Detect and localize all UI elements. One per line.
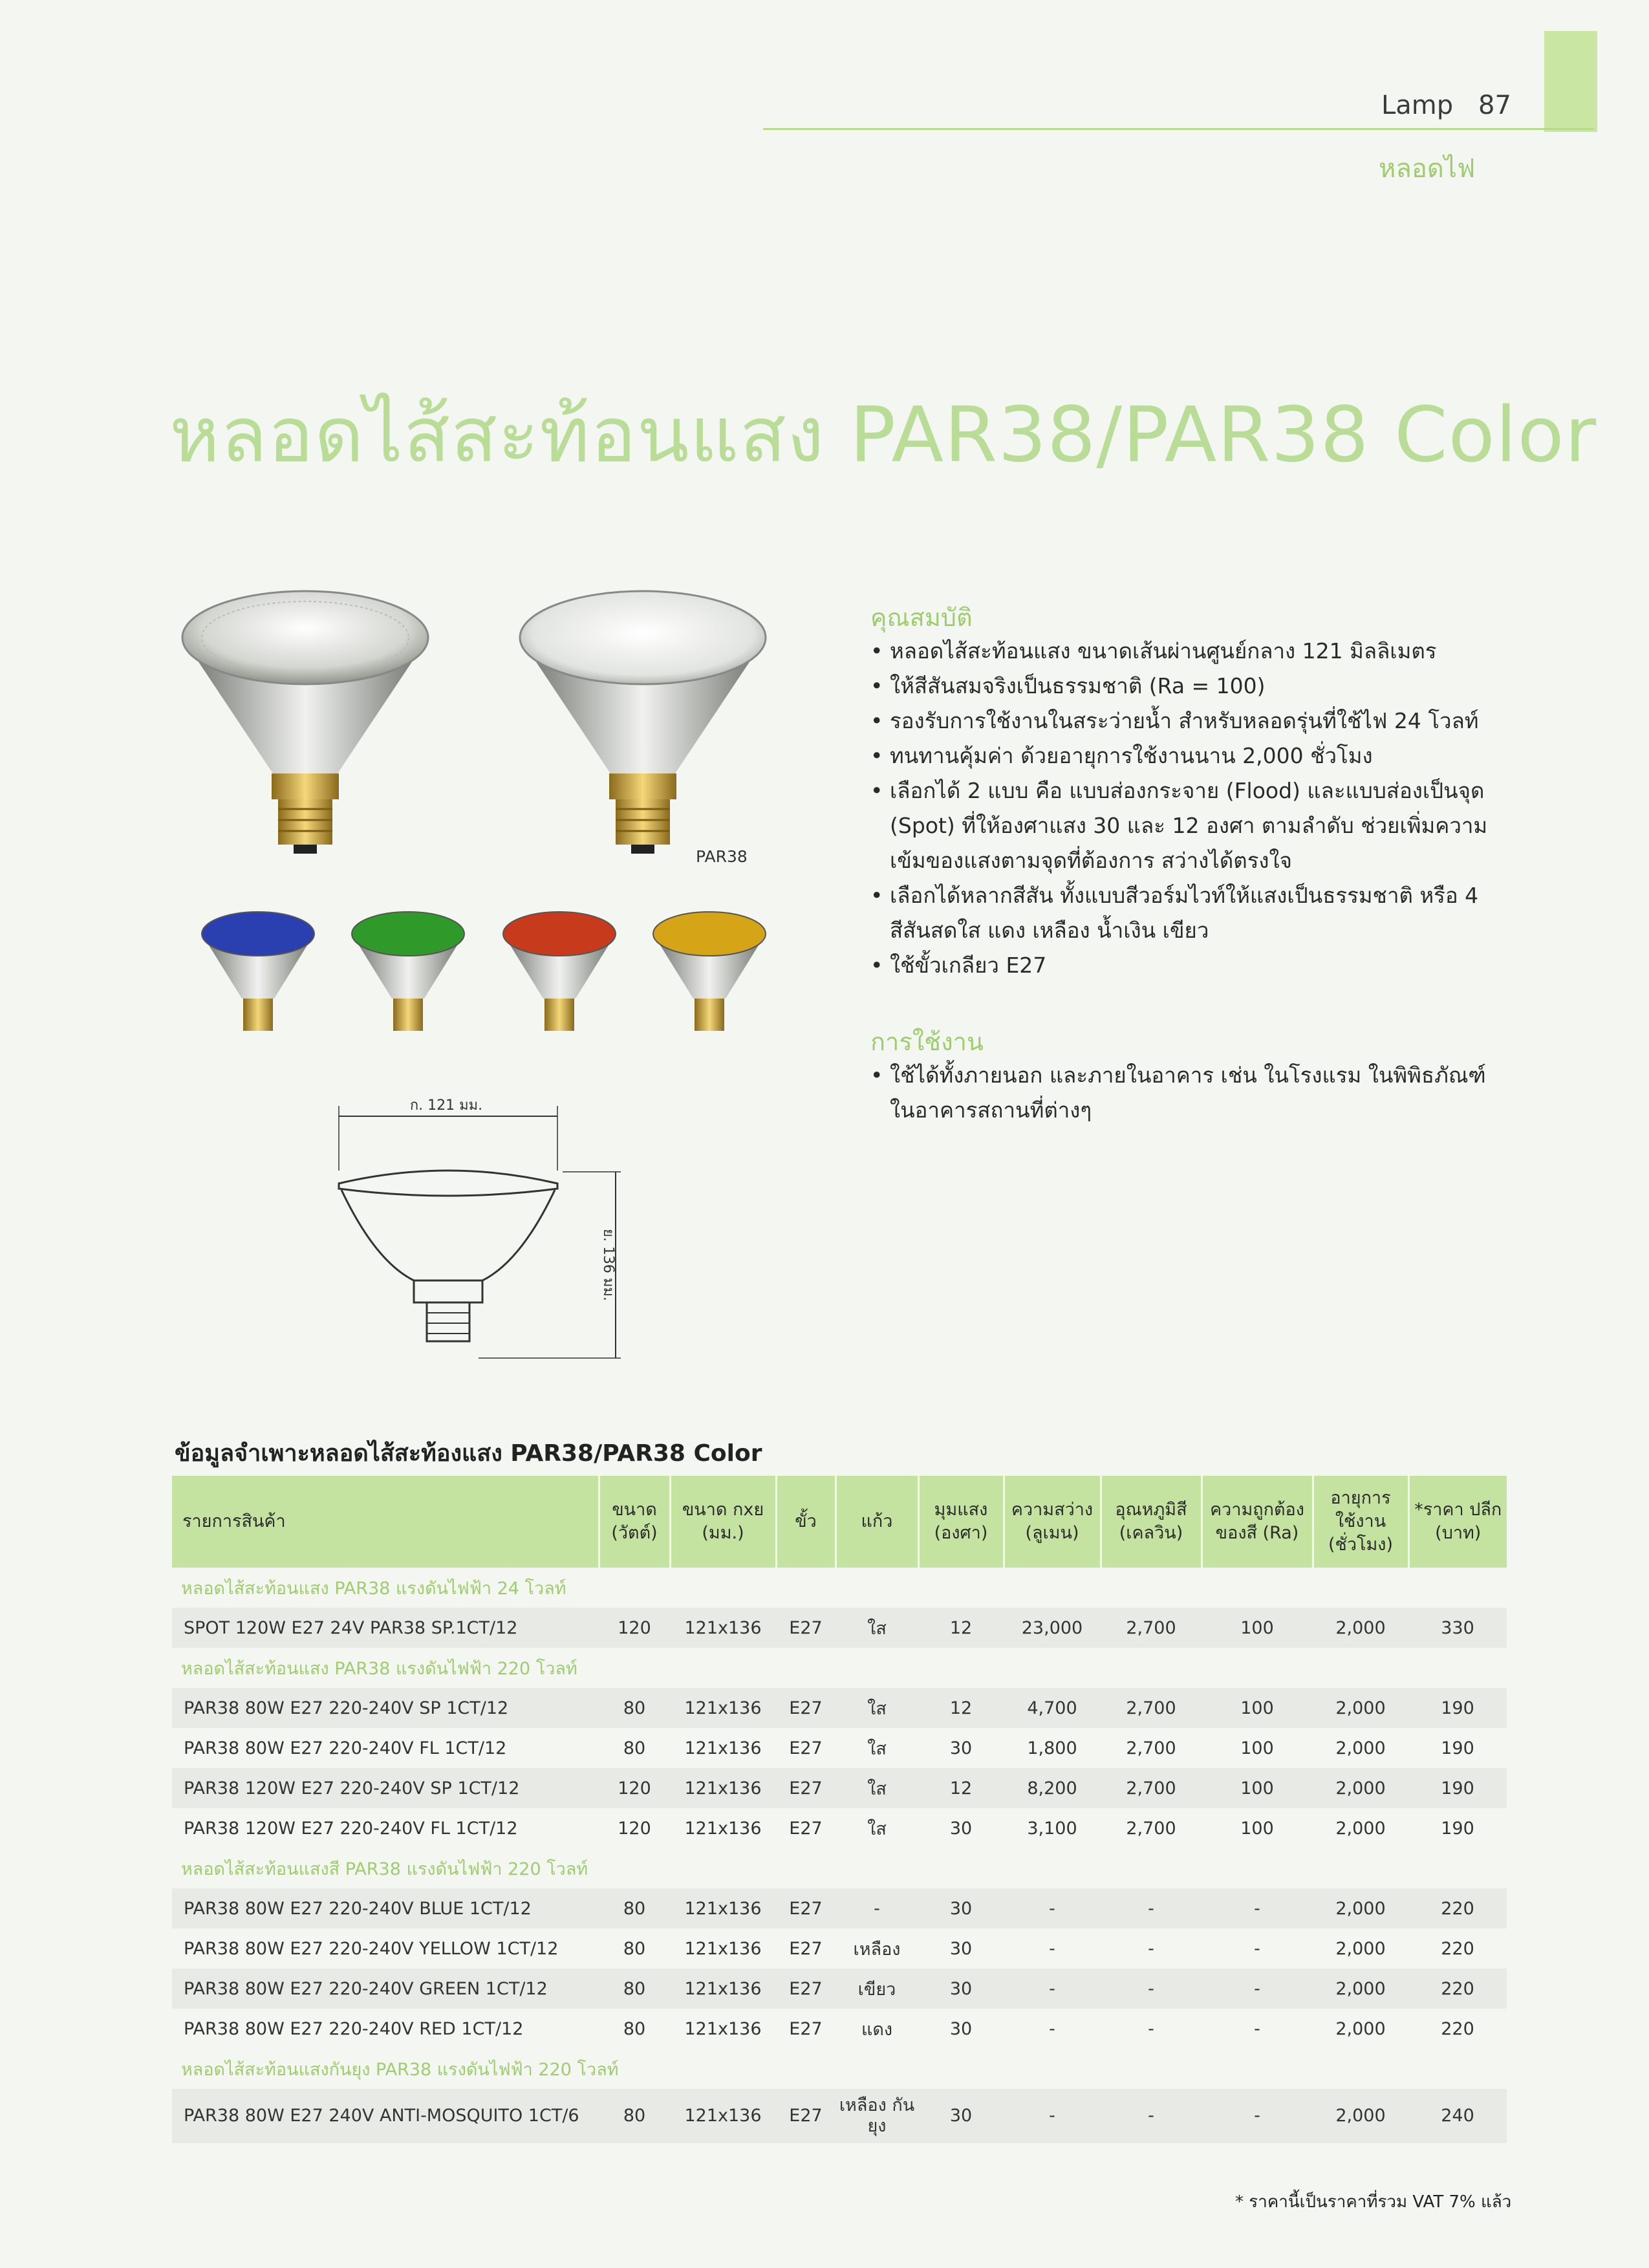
property-item: • ทนทานคุ้มค่า ด้วยอายุการใช้งานนาน 2,000 ชั่วโมง [870, 739, 1517, 773]
header-base: ขั้ว [776, 1476, 835, 1568]
table-cell: 2,000 [1313, 2009, 1408, 2049]
header-glass: แก้ว [835, 1476, 918, 1568]
table-cell: 30 [918, 1728, 1004, 1768]
header-beam-angle: มุมแสง (องศา) [918, 1476, 1004, 1568]
table-cell: - [1202, 1969, 1313, 2009]
table-cell: E27 [776, 1969, 835, 2009]
price-note: * ราคานี้เป็นราคาที่รวม VAT 7% แล้ว [1235, 2192, 1512, 2212]
group-label: หลอดไส้สะท้อนแสงกันยุง PAR38 แรงดันไฟฟ้า 220 โวลท์ [181, 2059, 619, 2080]
table-cell: 100 [1202, 1808, 1313, 1848]
table-cell: - [1202, 1928, 1313, 1969]
table-cell: เหลือง [835, 1928, 918, 1969]
table-cell: 12 [918, 1688, 1004, 1728]
product-name-cell: PAR38 120W E27 220-240V FL 1CT/12 [172, 1808, 599, 1848]
table-cell: 121x136 [670, 1808, 776, 1848]
property-item: • เลือกได้หลากสีสัน ทั้งแบบสีวอร์มไวท์ให้แสงเป็นธรรมชาติ หรือ 4 สีสันสดใส แดง เหลือง น้ำเงิน เขียว [870, 878, 1517, 948]
header-watt: ขนาด (วัตต์) [599, 1476, 670, 1568]
table-cell: 4,700 [1004, 1688, 1101, 1728]
par38-flood-lamp-image [513, 586, 772, 858]
table-cell: - [1101, 1888, 1202, 1928]
table-cell: 100 [1202, 1688, 1313, 1728]
table-cell: 240 [1408, 2089, 1507, 2143]
table-cell: 2,000 [1313, 1969, 1408, 2009]
table-cell: 121x136 [670, 1888, 776, 1928]
property-item: • ใช้ขั้วเกลียว E27 [870, 948, 1517, 983]
table-row [172, 1688, 1507, 1728]
group-label: หลอดไส้สะท้อนแสง PAR38 แรงดันไฟฟ้า 24 โวลท์ [181, 1578, 566, 1599]
spec-table-title: ข้อมูลจำเพาะหลอดไส้สะท้องแสง PAR38/PAR38 Color [175, 1440, 762, 1467]
table-cell: 80 [599, 1688, 670, 1728]
table-cell: E27 [776, 1728, 835, 1768]
table-cell: 2,000 [1313, 1808, 1408, 1848]
properties-list [870, 634, 1517, 983]
table-header-row [172, 1476, 1507, 1568]
table-cell: 80 [599, 2089, 670, 2143]
table-cell: 1,800 [1004, 1728, 1101, 1768]
table-cell: 121x136 [670, 2009, 776, 2049]
table-cell: 100 [1202, 1608, 1313, 1648]
table-cell: 220 [1408, 1928, 1507, 1969]
table-cell: 220 [1408, 1888, 1507, 1928]
green-lamp-image [348, 908, 468, 1037]
table-cell: 120 [599, 1608, 670, 1648]
header-price: *ราคา ปลีก (บาท) [1408, 1476, 1507, 1568]
table-row [172, 1888, 1507, 1928]
table-cell: 12 [918, 1768, 1004, 1808]
table-row [172, 1808, 1507, 1848]
page-side-tab [1544, 31, 1597, 132]
table-cell: 80 [599, 2009, 670, 2049]
table-cell: 2,700 [1101, 1688, 1202, 1728]
table-cell: 2,700 [1101, 1768, 1202, 1808]
table-cell: 121x136 [670, 1928, 776, 1969]
table-cell: E27 [776, 1688, 835, 1728]
table-cell: 80 [599, 1928, 670, 1969]
usage-list [870, 1058, 1517, 1128]
table-row [172, 1928, 1507, 1969]
table-cell: 190 [1408, 1808, 1507, 1848]
width-dimension-label: ก. 121 มม. [409, 1097, 483, 1114]
table-cell: 2,000 [1313, 1608, 1408, 1648]
group-label: หลอดไส้สะท้อนแสงสี PAR38 แรงดันไฟฟ้า 220 โวลท์ [181, 1859, 588, 1879]
table-cell: 2,700 [1101, 1808, 1202, 1848]
table-cell: - [1202, 1888, 1313, 1928]
table-cell: 220 [1408, 2009, 1507, 2049]
table-cell: 121x136 [670, 1608, 776, 1648]
spec-table-body [172, 1568, 1507, 2143]
table-cell: - [1202, 2089, 1313, 2143]
table-cell: 80 [599, 1969, 670, 2009]
header-color-temp: อุณหภูมิสี (เคลวิน) [1101, 1476, 1202, 1568]
table-cell: เขียว [835, 1969, 918, 2009]
product-name-cell: PAR38 120W E27 220-240V SP 1CT/12 [172, 1768, 599, 1808]
table-cell: E27 [776, 1768, 835, 1808]
table-cell: ใส [835, 1728, 918, 1768]
product-name-cell: PAR38 80W E27 220-240V YELLOW 1CT/12 [172, 1928, 599, 1969]
table-cell: - [1004, 1928, 1101, 1969]
header-section-label: Lamp [1381, 91, 1454, 120]
table-cell: 2,700 [1101, 1608, 1202, 1648]
table-group-row [172, 1648, 1507, 1688]
table-cell: 30 [918, 1888, 1004, 1928]
table-cell: 80 [599, 1888, 670, 1928]
height-dimension-label: ย. 136 มม. [600, 1229, 616, 1301]
page-number: 87 [1478, 91, 1511, 120]
spec-table [172, 1476, 1507, 2143]
table-cell: 2,700 [1101, 1728, 1202, 1768]
table-cell: E27 [776, 2089, 835, 2143]
property-item: • รองรับการใช้งานในสระว่ายน้ำ สำหรับหลอดรุ่นที่ใช้ไฟ 24 โวลท์ [870, 704, 1517, 739]
table-cell: แดง [835, 2009, 918, 2049]
table-cell: 80 [599, 1728, 670, 1768]
table-cell: 2,000 [1313, 1728, 1408, 1768]
table-group-row [172, 1848, 1507, 1888]
product-name-cell: PAR38 80W E27 220-240V SP 1CT/12 [172, 1688, 599, 1728]
property-item: • เลือกได้ 2 แบบ คือ แบบส่องกระจาย (Flood) และแบบส่องเป็นจุด (Spot) ที่ให้องศาแสง 30 และ 12 องศา ตามลำดับ ช่วยเพิ่มความเข้มของแสงตามจุดที่ต้องการ สว่างได้ตรงใจ [870, 773, 1517, 878]
table-cell: 190 [1408, 1688, 1507, 1728]
usage-item: • ใช้ได้ทั้งภายนอก และภายในอาคาร เช่น ในโรงแรม ในพิพิธภัณฑ์ ในอาคารสถานที่ต่างๆ [870, 1058, 1517, 1128]
table-cell: 190 [1408, 1728, 1507, 1768]
table-cell: 2,000 [1313, 1928, 1408, 1969]
table-cell: 3,100 [1004, 1808, 1101, 1848]
table-row [172, 1608, 1507, 1648]
table-group-row [172, 2049, 1507, 2089]
table-cell: 8,200 [1004, 1768, 1101, 1808]
table-cell: 190 [1408, 1768, 1507, 1808]
table-row [172, 2089, 1507, 2143]
table-cell: - [1004, 1969, 1101, 2009]
table-cell: 2,000 [1313, 1688, 1408, 1728]
table-cell: 2,000 [1313, 2089, 1408, 2143]
table-cell: 330 [1408, 1608, 1507, 1648]
table-cell: - [1101, 1928, 1202, 1969]
product-name-cell: SPOT 120W E27 24V PAR38 SP.1CT/12 [172, 1608, 599, 1648]
table-cell: - [835, 1888, 918, 1928]
table-cell: - [1101, 2089, 1202, 2143]
table-cell: - [1004, 2089, 1101, 2143]
table-row [172, 1728, 1507, 1768]
blue-lamp-image [198, 908, 318, 1037]
product-name-cell: PAR38 80W E27 220-240V RED 1CT/12 [172, 2009, 599, 2049]
table-cell: 220 [1408, 1969, 1507, 2009]
table-cell: 2,000 [1313, 1888, 1408, 1928]
table-cell: - [1101, 1969, 1202, 2009]
table-cell: ใส [835, 1768, 918, 1808]
table-cell: 120 [599, 1808, 670, 1848]
header-lifetime: อายุการ ใช้งาน (ชั่วโมง) [1313, 1476, 1408, 1568]
yellow-lamp-image [649, 908, 770, 1037]
red-lamp-image [499, 908, 620, 1037]
table-cell: 30 [918, 2009, 1004, 2049]
table-row [172, 1768, 1507, 1808]
table-cell: 121x136 [670, 1728, 776, 1768]
product-name-cell: PAR38 80W E27 220-240V GREEN 1CT/12 [172, 1969, 599, 2009]
table-cell: 120 [599, 1768, 670, 1808]
table-cell: 121x136 [670, 1688, 776, 1728]
product-name-cell: PAR38 80W E27 220-240V FL 1CT/12 [172, 1728, 599, 1768]
table-cell: ใส [835, 1688, 918, 1728]
header-rule [763, 128, 1594, 130]
header-ra: ความถูกต้อง ของสี (Ra) [1202, 1476, 1313, 1568]
table-cell: E27 [776, 1808, 835, 1848]
table-cell: 121x136 [670, 2089, 776, 2143]
par38-caption: PAR38 [696, 847, 748, 866]
table-cell: - [1004, 2009, 1101, 2049]
par38-spot-lamp-image [176, 586, 435, 858]
product-name-cell: PAR38 80W E27 240V ANTI-MOSQUITO 1CT/6 [172, 2089, 599, 2143]
table-cell: 121x136 [670, 1969, 776, 2009]
table-cell: - [1004, 1888, 1101, 1928]
lamp-dimension-diagram [323, 1093, 660, 1371]
header-section-thai: หลอดไฟ [1379, 154, 1476, 184]
header-lumen: ความสว่าง (ลูเมน) [1004, 1476, 1101, 1568]
table-cell: 30 [918, 1928, 1004, 1969]
table-row [172, 2009, 1507, 2049]
table-cell: เหลือง กันยุง [835, 2089, 918, 2143]
table-group-row [172, 1568, 1507, 1608]
table-cell: E27 [776, 2009, 835, 2049]
table-cell: E27 [776, 1888, 835, 1928]
table-cell: 100 [1202, 1728, 1313, 1768]
property-item: • ให้สีสันสมจริงเป็นธรรมชาติ (Ra = 100) [870, 669, 1517, 704]
product-name-cell: PAR38 80W E27 220-240V BLUE 1CT/12 [172, 1888, 599, 1928]
table-cell: 30 [918, 1808, 1004, 1848]
table-cell: ใส [835, 1808, 918, 1848]
table-cell: 23,000 [1004, 1608, 1101, 1648]
page-title: หลอดไส้สะท้อนแสง PAR38/PAR38 Color [169, 390, 1597, 480]
table-cell: E27 [776, 1928, 835, 1969]
usage-heading: การใช้งาน [870, 1028, 984, 1056]
table-cell: 100 [1202, 1768, 1313, 1808]
group-label: หลอดไส้สะท้อนแสง PAR38 แรงดันไฟฟ้า 220 โวลท์ [181, 1658, 577, 1679]
table-cell: E27 [776, 1608, 835, 1648]
properties-heading: คุณสมบัติ [870, 603, 973, 632]
table-cell: - [1202, 2009, 1313, 2049]
table-cell: 30 [918, 2089, 1004, 2143]
table-cell: 30 [918, 1969, 1004, 2009]
table-cell: - [1101, 2009, 1202, 2049]
table-cell: ใส [835, 1608, 918, 1648]
property-item: • หลอดไส้สะท้อนแสง ขนาดเส้นผ่านศูนย์กลาง 121 มิลลิเมตร [870, 634, 1517, 669]
table-cell: 121x136 [670, 1768, 776, 1808]
table-cell: 12 [918, 1608, 1004, 1648]
header-product: รายการสินค้า [172, 1476, 599, 1568]
table-cell: 2,000 [1313, 1768, 1408, 1808]
table-row [172, 1969, 1507, 2009]
header-size: ขนาด กxย (มม.) [670, 1476, 776, 1568]
